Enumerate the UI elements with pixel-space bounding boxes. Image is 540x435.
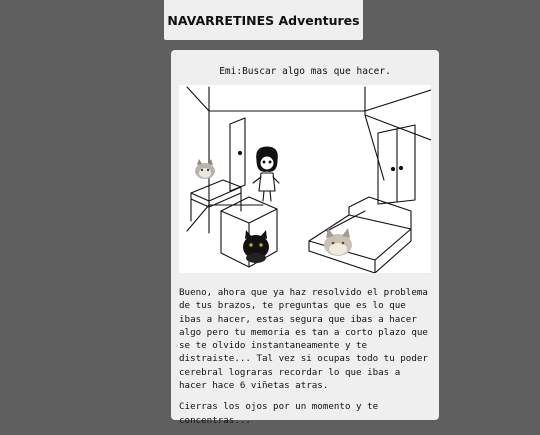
small-cat [195, 159, 215, 179]
door [230, 118, 245, 191]
story-paragraph: Cierras los ojos por un momento y te concentras... [179, 401, 379, 426]
comic-image [179, 85, 431, 273]
story-paragraph: Bueno, ahora que ya haz resolvido el problema de tus brazos, te preguntas que es lo que ibas a hacer, estas segura que ibas a hacer algo pero tu memoria es tan a corto plazo que se te olvido instantaneamente y te distraiste... Tal vez si ocupas todo tu poder cerebral lograras recordar lo que ibas a hacer hace 6 viñetas atras. [179, 287, 428, 392]
wardrobe [378, 125, 415, 204]
page-title: NAVARRETINES Adventures [167, 12, 360, 28]
panel-caption: Emi:Buscar algo mas que hacer. [219, 66, 391, 77]
story-text [179, 286, 433, 435]
fluffy-cat [324, 228, 352, 256]
room-drawing [179, 85, 431, 273]
girl-character [253, 147, 279, 201]
black-cat [243, 230, 269, 263]
comic-panel [171, 50, 439, 426]
title-banner [164, 0, 363, 40]
table [191, 180, 241, 233]
bed [309, 197, 411, 273]
